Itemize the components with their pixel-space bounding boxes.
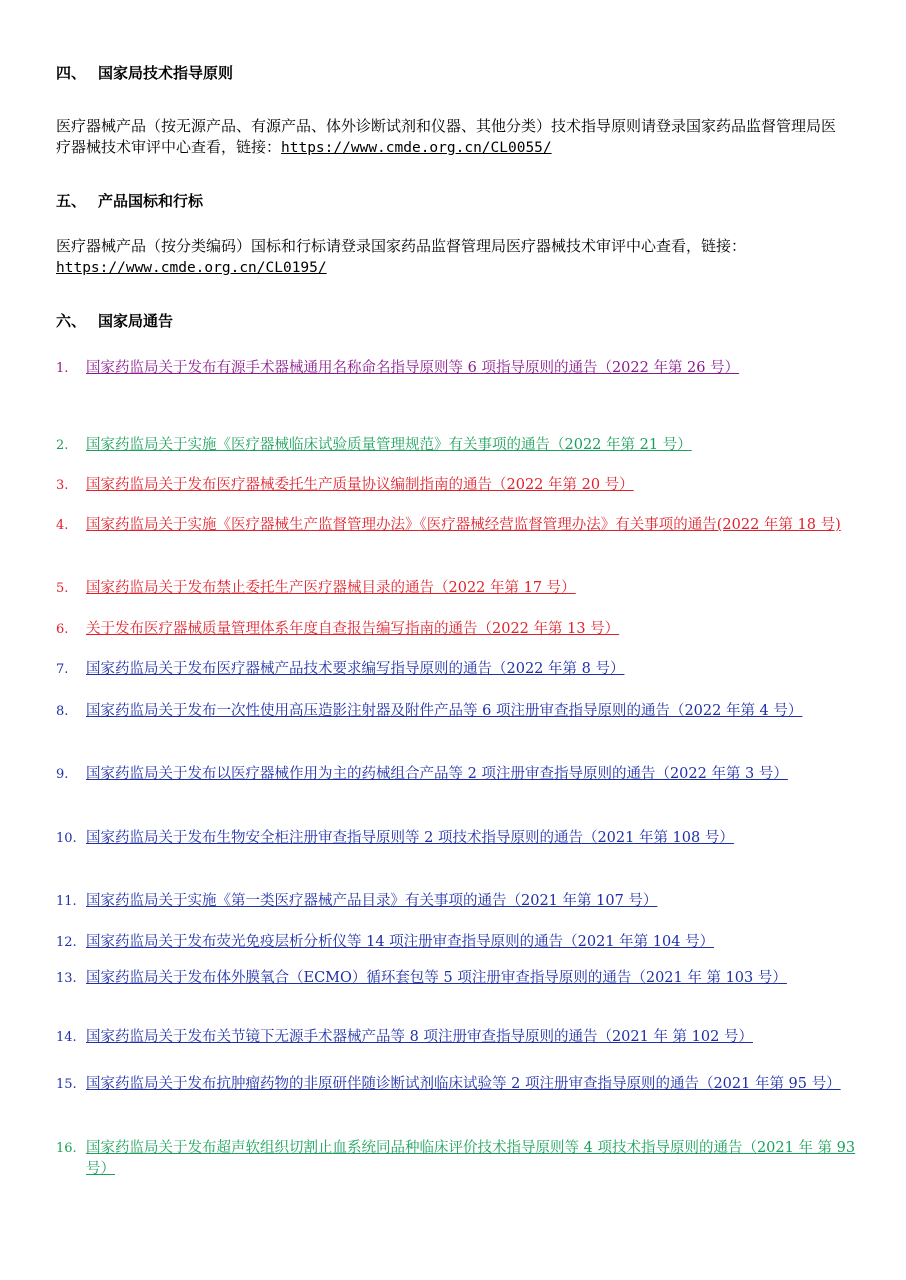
section-5-text: 医疗器械产品（按分类编码）国标和行标请登录国家药品监督管理局医疗器械技术审评中心查看，链接： [56,237,747,255]
notice-item [56,1138,856,1180]
notice-item [56,578,856,599]
section-5-link[interactable]: https://www.cmde.org.cn/CL0195/ [56,260,327,276]
notice-link[interactable]: 国家药监局关于发布禁止委托生产医疗器械目录的通告（2022 年第 17 号） [86,580,576,596]
section-5-heading [56,190,203,211]
notice-item [56,701,856,722]
notice-number: 11. [56,894,77,909]
notice-item [56,828,856,849]
notice-link[interactable]: 国家药监局关于发布以医疗器械作用为主的药械组合产品等 2 项注册审查指导原则的通告（2022 年第 3 号） [86,766,788,782]
notice-item [56,932,856,953]
notice-link[interactable]: 国家药监局关于实施《第一类医疗器械产品目录》有关事项的通告（2021 年第 107 号） [86,893,658,909]
notice-link[interactable]: 国家药监局关于发布生物安全柜注册审查指导原则等 2 项技术指导原则的通告（2021 年第 108 号） [86,830,734,846]
section-5-title: 产品国标和行标 [98,192,204,210]
section-4-heading [56,62,233,83]
notice-number: 9. [56,767,69,782]
notice-item [56,764,856,785]
section-4-title: 国家局技术指导原则 [98,64,234,82]
notice-link[interactable]: 国家药监局关于发布医疗器械产品技术要求编写指导原则的通告（2022 年第 8 号） [86,661,625,677]
notice-link[interactable]: 国家药监局关于发布关节镜下无源手术器械产品等 8 项注册审查指导原则的通告（2021 年 第 102 号） [86,1029,753,1045]
section-6-title: 国家局通告 [98,312,174,330]
notice-item [56,619,856,640]
notice-number: 10. [56,831,77,846]
section-6-heading [56,310,173,331]
notice-item [56,659,856,680]
section-4-text: 医疗器械产品（按无源产品、有源产品、体外诊断试剂和仪器、其他分类）技术指导原则请登录国家药品监督管理局医疗器械技术审评中心查看，链接： [56,117,837,156]
notice-item [56,358,856,379]
notice-number: 13. [56,971,77,986]
notice-number: 14. [56,1030,77,1045]
notice-number: 3. [56,478,69,493]
notice-number: 12. [56,935,77,950]
section-4-link[interactable]: https://www.cmde.org.cn/CL0055/ [281,140,552,156]
notice-link[interactable]: 关于发布医疗器械质量管理体系年度自查报告编写指南的通告（2022 年第 13 号） [86,621,620,637]
notice-number: 16. [56,1141,77,1156]
notice-item [56,515,856,536]
notice-item [56,1027,856,1048]
notice-number: 4. [56,518,69,533]
notice-link[interactable]: 国家药监局关于实施《医疗器械生产监督管理办法》《医疗器械经营监督管理办法》有关事项的通告(2022 年第 18 号) [86,517,841,533]
notice-link[interactable]: 国家药监局关于发布超声软组织切割止血系统同品种临床评价技术指导原则等 4 项技术指导原则的通告（2021 年 第 93 号） [86,1140,856,1177]
notice-number: 15. [56,1077,77,1092]
notice-link[interactable]: 国家药监局关于发布荧光免疫层析分析仪等 14 项注册审查指导原则的通告（2021 年第 104 号） [86,934,715,950]
notice-number: 5. [56,581,69,596]
notice-number: 2. [56,438,69,453]
section-6-number: 六、 [56,312,87,330]
notice-item [56,968,856,989]
notice-number: 6. [56,622,69,637]
notice-link[interactable]: 国家药监局关于发布医疗器械委托生产质量协议编制指南的通告（2022 年第 20 号） [86,477,634,493]
notice-link[interactable]: 国家药监局关于发布有源手术器械通用名称命名指导原则等 6 项指导原则的通告（2022 年第 26 号） [86,360,740,376]
notice-link[interactable]: 国家药监局关于实施《医疗器械临床试验质量管理规范》有关事项的通告（2022 年第 21 号） [86,437,692,453]
notice-link[interactable]: 国家药监局关于发布一次性使用高压造影注射器及附件产品等 6 项注册审查指导原则的通告（2022 年第 4 号） [86,703,803,719]
section-4-paragraph [56,116,846,159]
notice-link[interactable]: 国家药监局关于发布体外膜氧合（ECMO）循环套包等 5 项注册审查指导原则的通告（2021 年 第 103 号） [86,970,787,986]
notice-item [56,475,856,496]
notice-number: 1. [56,361,69,376]
section-5-number: 五、 [56,192,87,210]
notice-link[interactable]: 国家药监局关于发布抗肿瘤药物的非原研伴随诊断试剂临床试验等 2 项注册审查指导原则的通告（2021 年第 95 号） [86,1076,841,1092]
notice-number: 7. [56,662,69,677]
notice-item [56,1074,856,1095]
notice-item [56,435,856,456]
notice-item [56,891,856,912]
section-4-number: 四、 [56,64,87,82]
notice-number: 8. [56,704,69,719]
section-5-paragraph [56,236,846,279]
